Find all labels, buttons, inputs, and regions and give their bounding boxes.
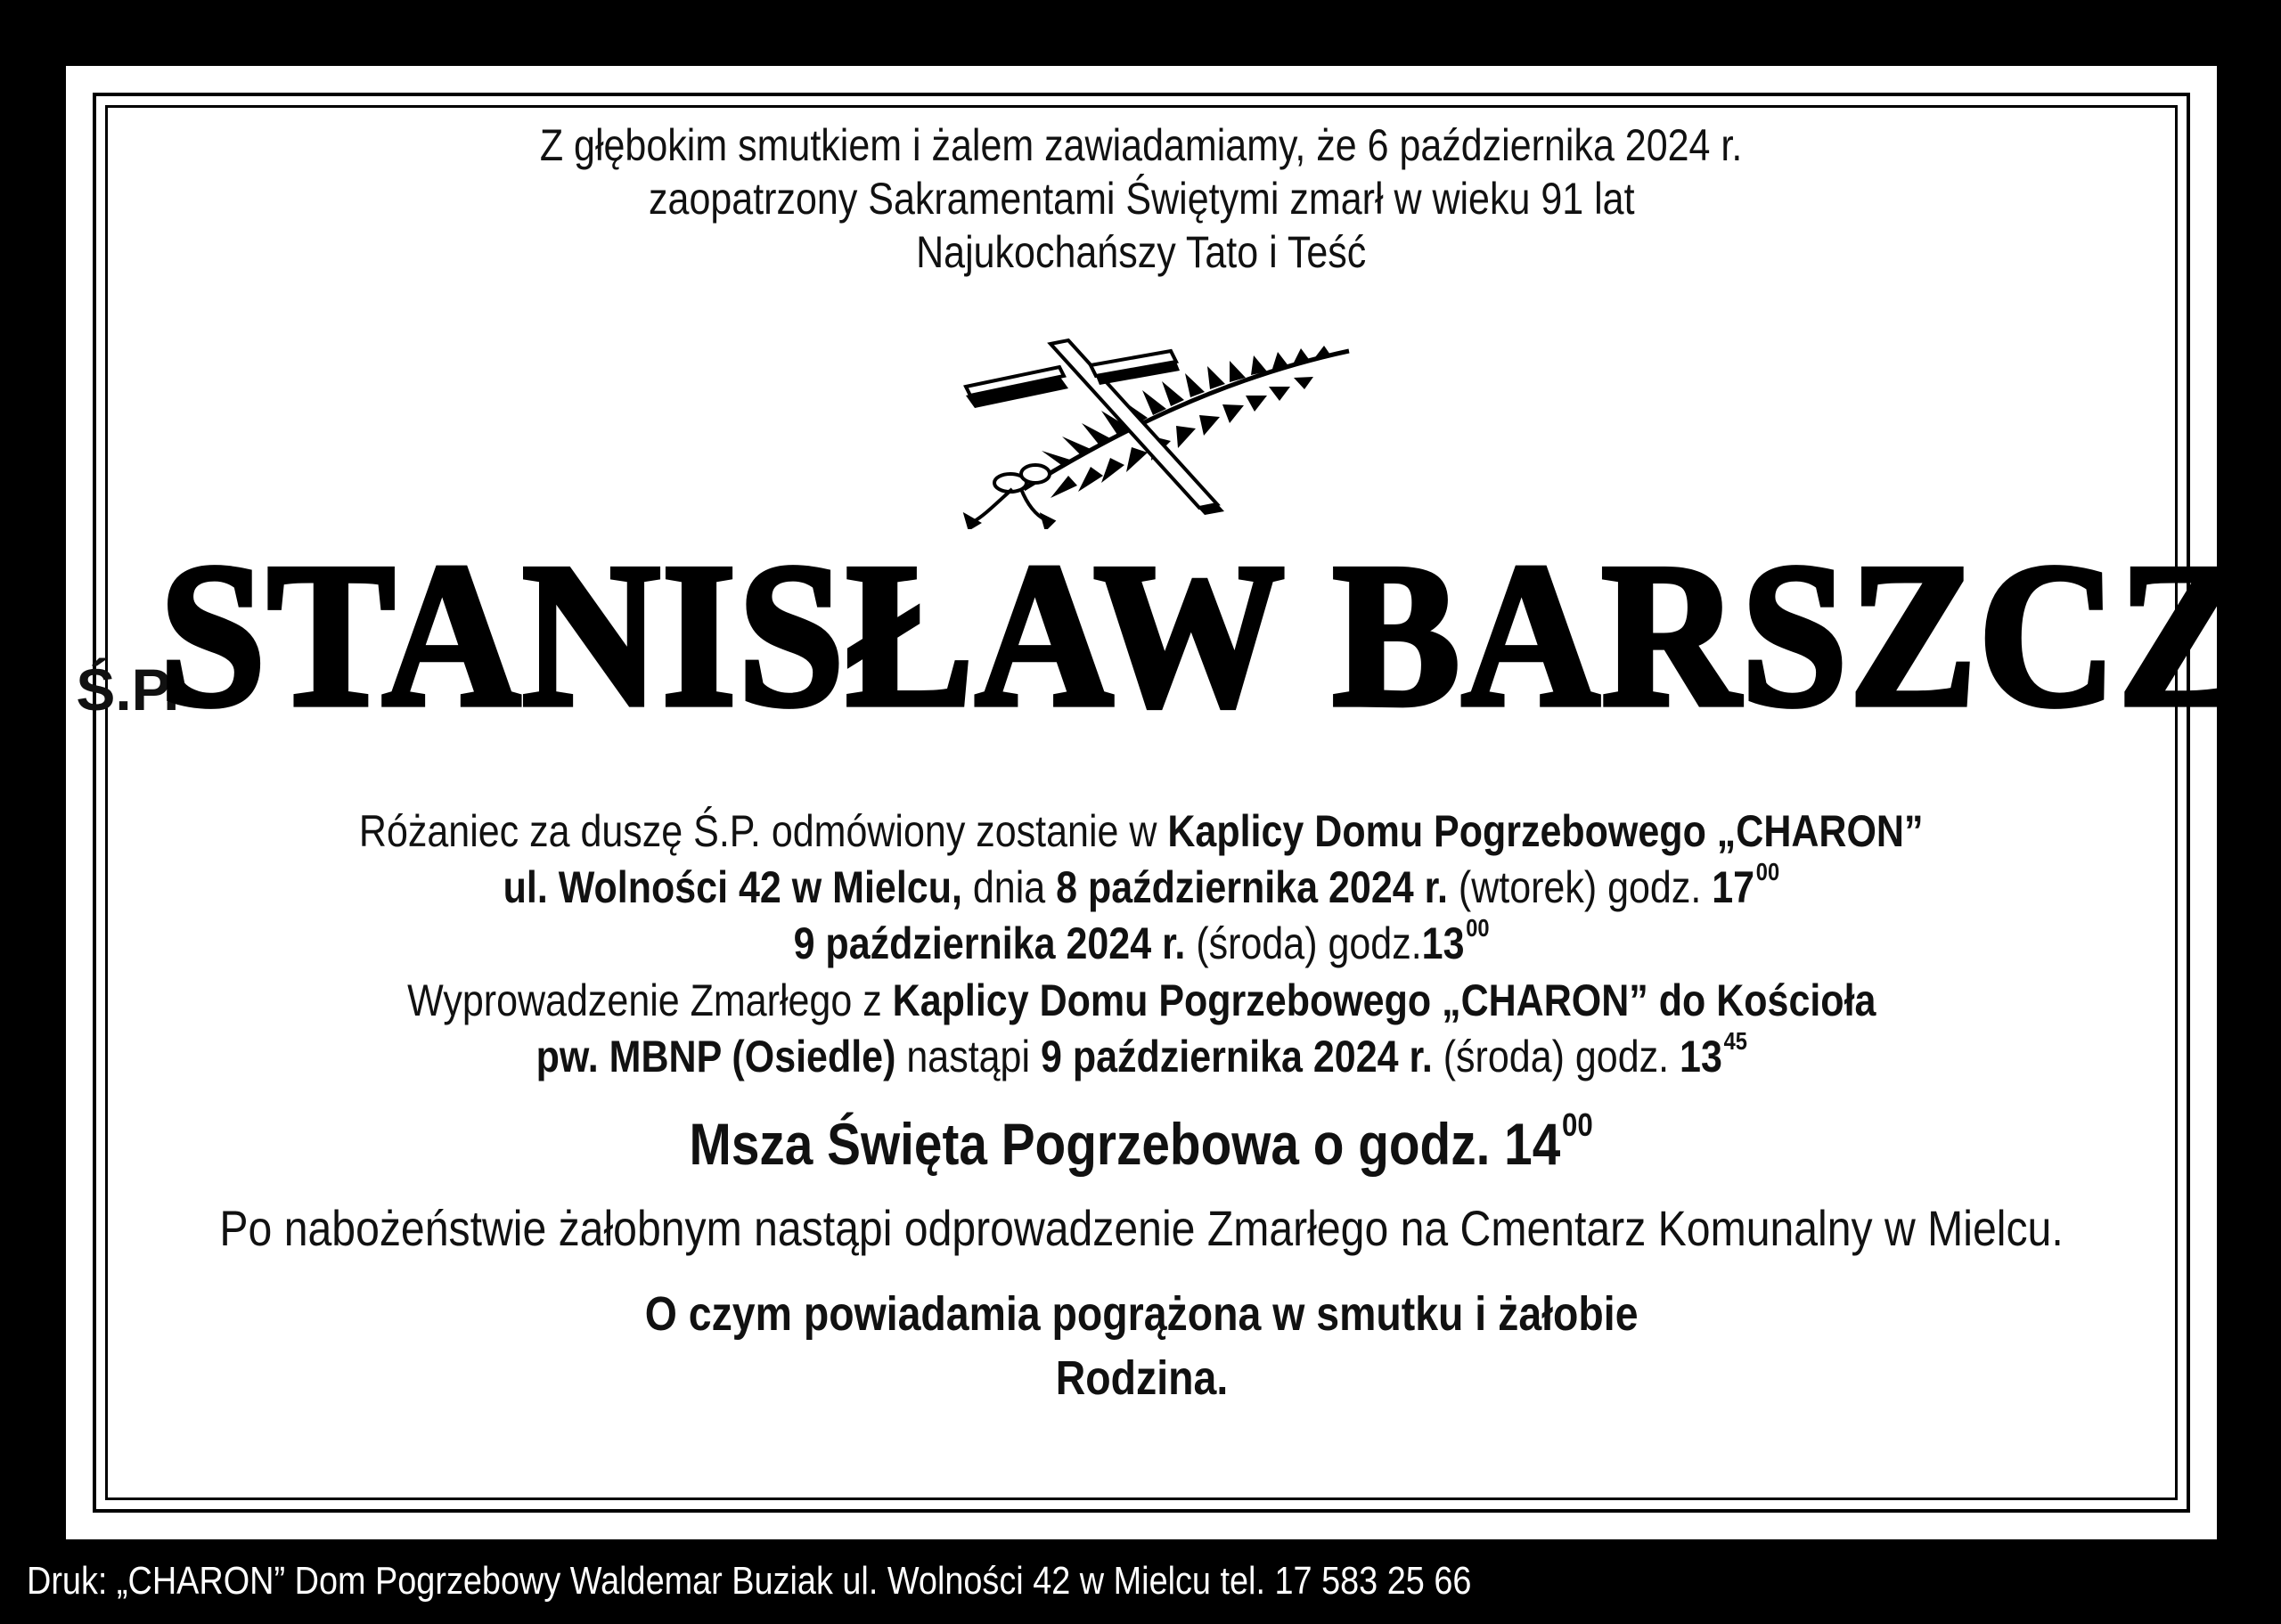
closing-line-2: Rodzina. xyxy=(1055,1351,1228,1405)
rosary-line-2: ul. Wolności 42 w Mielcu, dnia 8 października 2024 r. (wtorek) godz. $17^{00}$ xyxy=(503,858,1780,912)
procession-line-2: pw. MBNP (Osiedle) nastąpi 9 października 2024 r. (środa) godz. $13^{45}$ xyxy=(536,1027,1747,1081)
after-service-line: Po nabożeństwie żałobnym nastąpi odprowadzenie Zmarłego na Cmentarz Komunalny w Mielcu. xyxy=(219,1200,2064,1256)
printer-footer: Druk: „CHARON” Dom Pogrzebowy Waldemar Buziak ul. Wolności 42 w Mielcu tel. 17 583 25 66 xyxy=(27,1559,1472,1603)
intro-line-1: Z głębokim smutkiem i żalem zawiadamiamy, że 6 października 2024 r. xyxy=(540,120,1743,170)
cross-with-palm-icon xyxy=(957,333,1376,529)
intro-line-3: Najukochańszy Tato i Teść xyxy=(916,227,1367,277)
procession-line-1: Wyprowadzenie Zmarłego z Kaplicy Domu Pogrzebowego „CHARON” do Kościoła xyxy=(406,975,1876,1025)
notice-content xyxy=(66,66,2247,1539)
deceased-name-row xyxy=(66,520,2247,749)
mass-line: Msza Święta Pogrzebowa o godz. $14^{00}$ xyxy=(689,1106,1594,1177)
rosary-line-3: 9 października 2024 r. (środa) $godz.13^{00}$ xyxy=(793,914,1490,968)
deceased-name: STANISŁAW BARSZCZ xyxy=(159,520,2247,749)
intro-line-2: zaopatrzony Sakramentami Świętymi zmarł w wieku 91 lat xyxy=(648,174,1635,224)
closing-line-1: O czym powiadamia pogrążona w smutku i żałobie xyxy=(644,1287,1639,1341)
rosary-line-1: Różaniec za duszę Ś.P. odmówiony zostanie w Kaplicy Domu Pogrzebowego „CHARON” xyxy=(359,806,1924,856)
notice-card xyxy=(66,66,2247,1539)
prefix-sp: Ś.P. xyxy=(76,657,180,722)
